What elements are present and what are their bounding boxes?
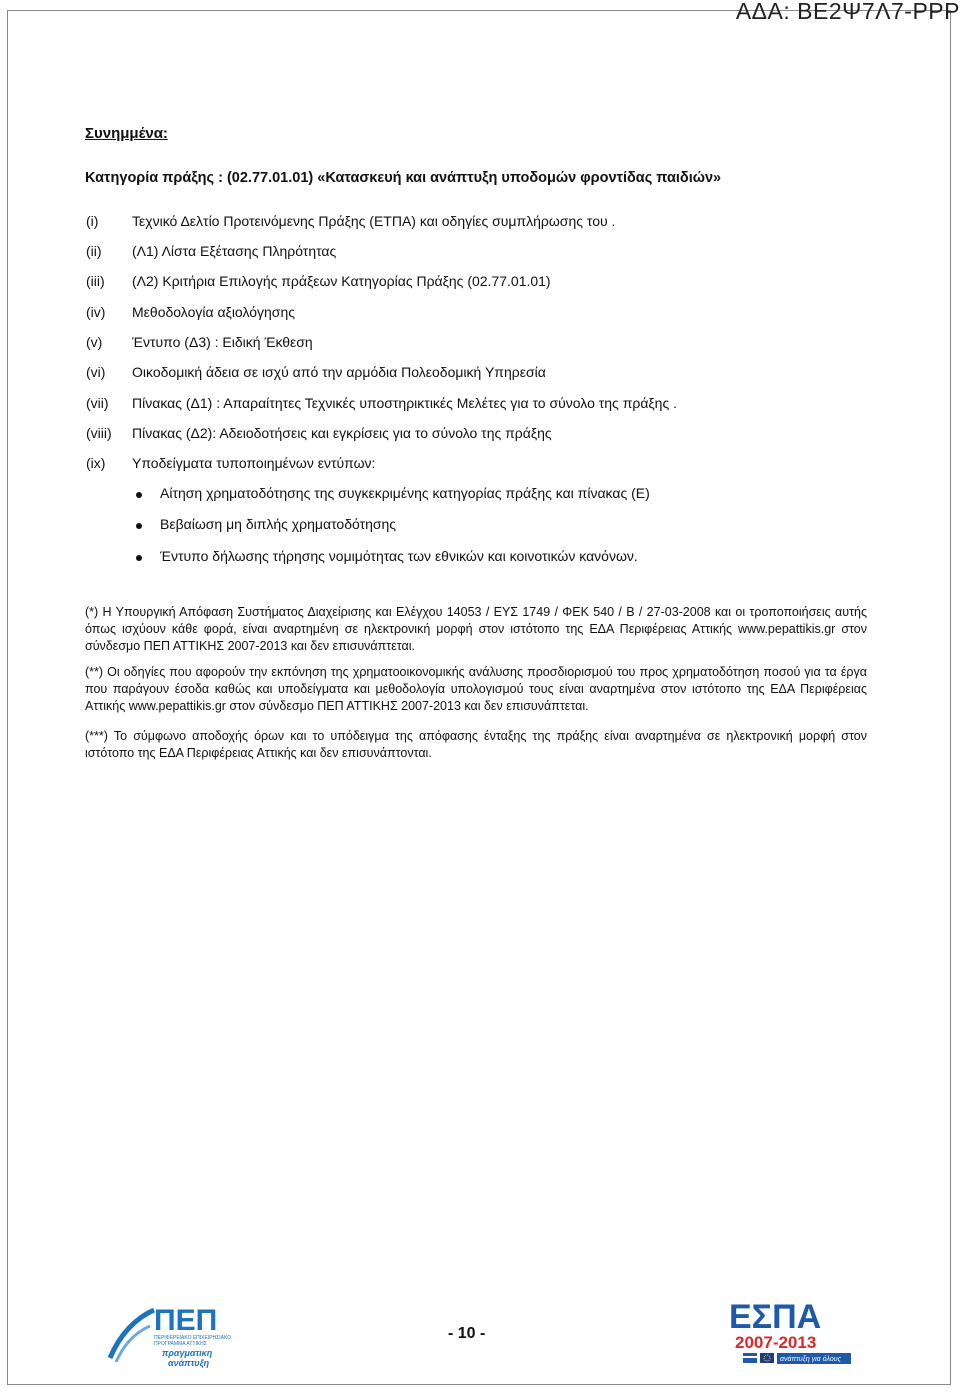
footnote-1: (*) Η Υπουργική Απόφαση Συστήματος Διαχείρισης και Ελέγχου 14053 / ΕΥΣ 1749 / ΦΕΚ 540 / Β / 27-03-2008 και οι τροποποιήσεις αυτής όπως ισχύουν κάθε φορά, είναι αναρτημένη σε ηλεκτρονική μορφή στον ιστότοπο της ΕΔΑ Περιφέρειας Αττικής www.pepattikis.gr στον σύνδεσμο ΠΕΠ ΑΤΤΙΚΗΣ 2007-2013 και δεν επισυνάπτεται.: [85, 605, 867, 653]
item-number: (vi): [86, 364, 106, 380]
item-number: (iv): [86, 304, 106, 320]
bullet-icon: [136, 555, 142, 561]
attachments-title: Συνημμένα:: [85, 125, 168, 142]
item-number: (i): [86, 213, 99, 229]
category-line: Κατηγορία πράξης : (02.77.01.01) «Κατασκευή και ανάπτυξη υποδομών φροντίδας παιδιών»: [85, 170, 722, 186]
bullet-item: Έντυπο δήλωσης τήρησης νομιμότητας των εθνικών και κοινοτικών κανόνων.: [160, 548, 638, 564]
pep-logo-tag1: πραγματικη: [162, 1348, 213, 1358]
item-number: (iii): [86, 273, 105, 289]
item-number: (vii): [86, 395, 109, 411]
espa-logo-slogan: ανάπτυξη για όλους: [780, 1356, 841, 1363]
espa-logo-title: ΕΣΠΑ: [729, 1298, 822, 1336]
item-text: Τεχνικό Δελτίο Προτεινόμενης Πράξης (ΕΤΠΑ) και οδηγίες συμπλήρωσης του .: [132, 213, 616, 229]
item-number: (ix): [86, 455, 106, 471]
bullet-icon: [136, 523, 142, 529]
item-number: (ii): [86, 243, 102, 259]
espa-logo-years: 2007-2013: [735, 1333, 817, 1352]
item-text: Μεθοδολογία αξιολόγησης: [132, 304, 295, 320]
bullet-icon: [136, 492, 142, 498]
item-text: Έντυπο (Δ3) : Ειδική Έκθεση: [132, 334, 313, 350]
ada-header: ΑΔΑ: ΒΕ2Ψ7Λ7-ΡΡΡ: [735, 0, 960, 24]
item-text: (Λ1) Λίστα Εξέτασης Πληρότητας: [132, 243, 337, 259]
page-number: - 10 -: [448, 1325, 486, 1342]
item-number: (v): [86, 334, 103, 350]
footnote-3: (***) Το σύμφωνο αποδοχής όρων και το υπόδειγμα της απόφασης ένταξης της πράξης είναι αναρτημένα σε ηλεκτρονική μορφή στον ιστότοπο της ΕΔΑ Περιφέρειας Αττικής και δεν επισυνάπτονται.: [85, 729, 867, 760]
pep-logo-subtitle1: ΠΕΡΙΦΕΡΕΙΑΚΟ ΕΠΙΧΕΙΡΗΣΙΑΚΟ: [154, 1335, 231, 1341]
item-text: Πίνακας (Δ1) : Απαραίτητες Τεχνικές υποστηρικτικές Μελέτες για το σύνολο της πράξης .: [132, 395, 677, 411]
bullet-item: Αίτηση χρηματοδότησης της συγκεκριμένης κατηγορίας πράξης και πίνακας (Ε): [160, 485, 650, 501]
pep-logo-tag2: ανάπτυξη: [168, 1358, 210, 1368]
bullet-item: Βεβαίωση μη διπλής χρηματοδότησης: [160, 516, 397, 532]
pep-logo-title: ΠΕΠ: [154, 1304, 218, 1337]
pep-logo: [106, 1296, 231, 1368]
footnote-2: (**) Οι οδηγίες που αφορούν την εκπόνηση της χρηματοοικονομικής ανάλυσης προσδιορισμού του προς χρηματοδότηση ποσού για τα έργα που παράγουν έσοδα καθώς και υποδείγματα και μεθοδολογία υπολογισμού τους είναι αναρτημένα στον ιστότοπο της ΕΔΑ Περιφέρειας Αττικής www.pepattikis.gr στον σύνδεσμο ΠΕΠ ΑΤΤΙΚΗΣ 2007-2013 και δεν επισυνάπτεται.: [85, 665, 867, 713]
item-text: Πίνακας (Δ2): Αδειοδοτήσεις και εγκρίσεις για το σύνολο της πράξης: [132, 425, 552, 441]
item-text: Υποδείγματα τυποποιημένων εντύπων:: [132, 455, 376, 471]
espa-logo: [725, 1296, 855, 1368]
item-number: (viii): [86, 425, 112, 441]
item-text: (Λ2) Κριτήρια Επιλογής πράξεων Κατηγορίας Πράξης (02.77.01.01): [132, 273, 551, 289]
item-text: Οικοδομική άδεια σε ισχύ από την αρμόδια Πολεοδομική Υπηρεσία: [132, 364, 546, 380]
pep-logo-subtitle2: ΠΡΟΓΡΑΜΜΑ ΑΤΤΙΚΗΣ: [154, 1341, 207, 1347]
